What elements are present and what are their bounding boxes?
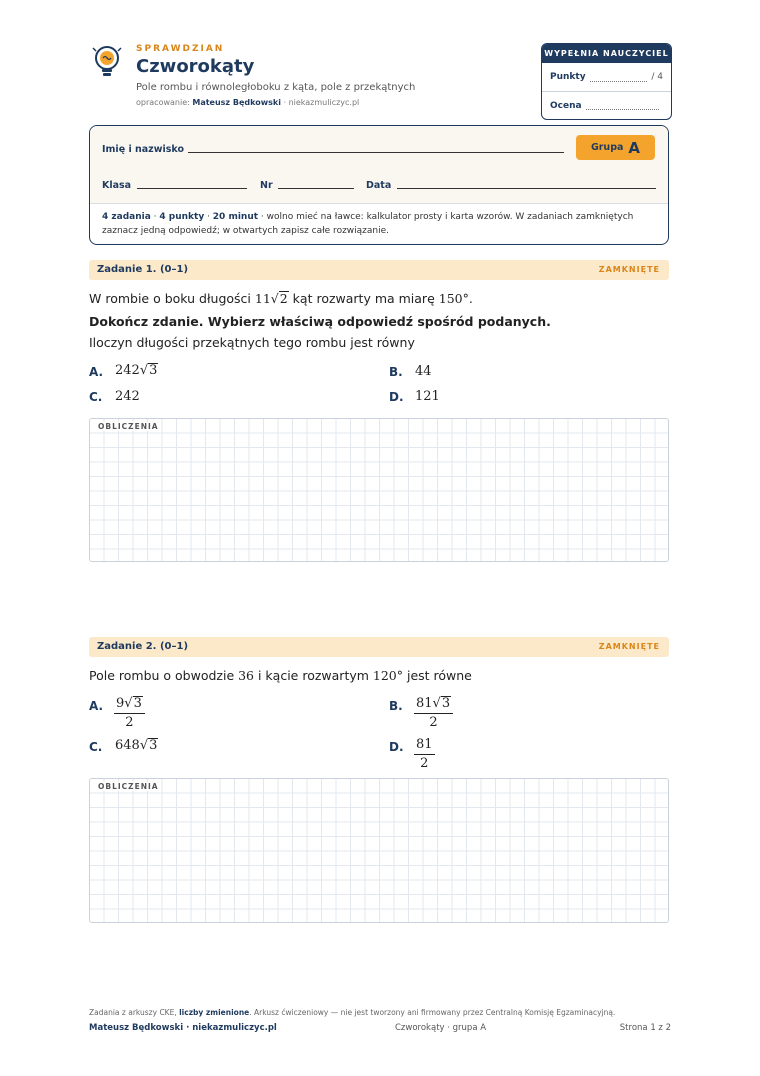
info-sep: · [204,212,213,222]
footer-document-name: Czworokąty · grupa A [395,1023,487,1033]
task-1-header [89,260,669,280]
statement-text: W rombie o boku długości [89,291,255,306]
statement-text: jest równe [403,668,472,683]
side-length: 11√2 [254,291,288,306]
footer-note-text: Zadania z arkuszy CKE, [89,1008,180,1017]
angle-value: 120° [372,668,403,683]
task-2-header [89,637,669,657]
statement-text: kąt rozwarty ma miarę [288,291,439,306]
task-2-statement [89,668,472,683]
option-radicand: 3 [133,696,142,711]
lightbulb-logo-icon [91,44,123,80]
points-field[interactable] [590,73,648,82]
option-radicand: 3 [441,696,451,711]
side-radicand: 2 [279,291,288,306]
angle-value: 150° [438,291,469,306]
option-radicand: 3 [149,738,158,753]
instruction-text: Dokończ zdanie. Wybierz właściwą odpowiedź spośród podanych. [89,314,551,329]
statement-text: i kącie rozwartym [254,668,373,683]
footer-page-number: Strona 1 z 2 [619,1023,671,1033]
name-label: Imię i nazwisko [102,144,184,155]
statement-text: . [468,291,473,306]
teacher-box-heading: WYPEŁNIA NAUCZYCIEL [542,44,671,63]
fraction-denominator: 2 [420,756,429,771]
points-label: Punkty [550,72,586,82]
task-1-option-c[interactable]: 242 [115,389,140,404]
task-2-option-a-letter[interactable]: A. [89,699,104,713]
option-coef: 9 [116,696,125,711]
task-2-option-c-letter[interactable]: C. [89,740,103,754]
side-coef: 11 [254,291,271,306]
task-1-option-c-letter[interactable]: C. [89,390,103,404]
task-1-prompt: Iloczyn długości przekątnych tego rombu jest równy [89,335,415,350]
footer-note-emphasis: liczby zmienione [179,1008,250,1017]
option-coef: 81 [416,696,433,711]
fraction-numerator: 9√3 [114,695,145,714]
task-1-statement [89,291,473,306]
calculation-label: OBLICZENIA [98,782,159,791]
credit-prefix: opracowanie: [136,98,190,107]
task-1-option-b-letter[interactable]: B. [389,365,403,379]
task-2-calculation-area[interactable] [89,778,669,923]
info-points: 4 punkty [159,212,205,222]
grade-row [542,91,671,119]
grade-label: Ocena [550,100,582,111]
task-2-title: Zadanie 2. (0–1) [97,641,189,652]
group-letter: A [628,138,641,157]
fraction-denominator: 2 [125,715,134,730]
points-row [542,63,671,91]
task-1-instruction [89,314,551,329]
statement-text: Pole rombu o obwodzie [89,668,239,683]
calculation-label: OBLICZENIA [98,422,159,431]
task-2-option-a[interactable] [114,695,145,732]
grade-field[interactable] [586,101,659,110]
footer-note [89,1008,615,1017]
task-2-option-b[interactable] [414,695,453,732]
info-tasks: 4 zadania [102,212,151,222]
date-field[interactable] [397,188,656,189]
nr-field[interactable] [278,188,354,189]
credit-line [136,98,359,107]
footer-note-text: . Arkusz ćwiczeniowy — nie jest tworzony ani firmowany przez Centralną Komisję Egzaminacyjną. [249,1008,616,1017]
class-field[interactable] [137,188,247,189]
student-info-box [89,125,669,245]
task-1-calculation-area[interactable] [89,418,669,562]
task-2-option-d-letter[interactable]: D. [389,740,404,754]
name-field[interactable] [188,152,564,153]
task-2-option-b-letter[interactable]: B. [389,699,403,713]
date-label: Data [366,180,392,191]
task-1-type: ZAMKNIĘTE [598,265,660,274]
class-label: Klasa [102,180,132,191]
footer-author: Mateusz Będkowski · niekazmuliczyc.pl [89,1023,277,1033]
fraction-numerator: 81√3 [414,695,453,714]
info-sep: · [150,212,160,222]
teacher-box [541,43,672,120]
credit-site: · niekazmuliczyc.pl [283,98,360,107]
document-subtitle: Pole rombu i równoległoboku z kąta, pole z przekątnych [136,82,416,93]
task-1-option-a[interactable]: 242√3 [115,363,158,378]
student-fields [90,126,668,204]
task-1-option-b[interactable]: 44 [415,364,432,379]
task-1-option-a-letter[interactable]: A. [89,365,104,379]
group-badge [576,135,655,160]
task-1-title: Zadanie 1. (0–1) [97,264,189,275]
group-label: Grupa [590,142,624,153]
task-2-type: ZAMKNIĘTE [598,642,660,651]
document-title: Czworokąty [136,56,255,77]
task-2-option-d[interactable] [414,736,435,773]
info-rest: · wolno mieć na ławce: kalkulator prosty i karta wzorów. W zadaniach zamkniętych zaznacz jedną odpowiedź; w otwartych zapisz całe rozwiązanie. [102,212,634,236]
option-coef: 648 [115,738,140,753]
task-1-option-d[interactable]: 121 [415,389,440,404]
credit-author: Mateusz Będkowski [192,98,281,107]
fraction-denominator: 2 [429,715,438,730]
task-2-option-c[interactable]: 648√3 [115,738,158,753]
instructions-text [102,210,662,238]
info-time: 20 minut [212,212,259,222]
perimeter-value: 36 [238,668,255,683]
points-max: / 4 [651,72,663,82]
task-1-option-d-letter[interactable]: D. [389,390,404,404]
fraction-numerator: 81 [414,736,435,755]
option-coef: 242 [115,363,140,378]
document-kicker: SPRAWDZIAN [136,44,225,54]
option-radicand: 3 [149,363,158,378]
nr-label: Nr [260,180,273,191]
